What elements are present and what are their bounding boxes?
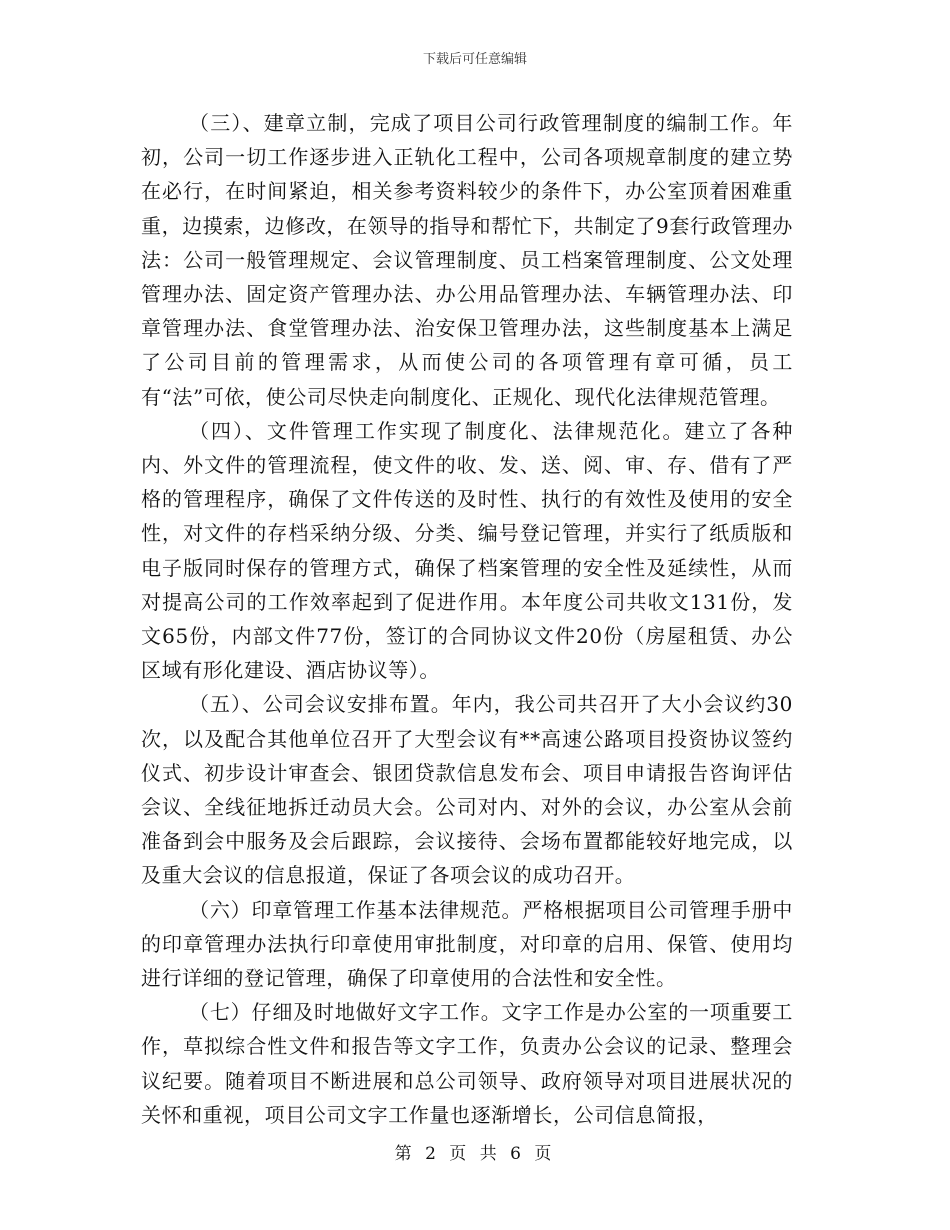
- document-body: [141, 106, 793, 1132]
- paragraph-section-5: （五）、公司会议安排布置。年内，我公司共召开了大小会议约30次，以及配合其他单位召开了大型会议有**高速公路项目投资协议签约仪式、初步设计审查会、银团贷款信息发布会、项目申请报告咨询评估会议、全线征地拆迁动员大会。公司对内、对外的会议，办公室从会前准备到会中服务及会后跟踪，会议接待、会场布置都能较好地完成，以及重大会议的信息报道，保证了各项会议的成功召开。: [141, 692, 793, 888]
- page-number-footer: 第 2 页 共 6 页: [394, 1144, 556, 1164]
- paragraph-section-4: （四）、文件管理工作实现了制度化、法律规范化。建立了各种内、外文件的管理流程，使文件的收、发、送、阅、审、存、借有了严格的管理程序，确保了文件传送的及时性、执行的有效性及使用的安全性，对文件的存档采纳分级、分类、编号登记管理，并实行了纸质版和电子版同时保存的管理方式，确保了档案管理的安全性及延续性，从而对提高公司的工作效率起到了促进作用。本年度公司共收文131份，发文65份，内部文件77份，签订的合同协议文件20份（房屋租赁、办公区域有形化建设、酒店协议等）。: [141, 418, 793, 683]
- paragraph-section-3: （三）、建章立制，完成了项目公司行政管理制度的编制工作。年初，公司一切工作逐步进入正轨化工程中，公司各项规章制度的建立势在必行，在时间紧迫，相关参考资料较少的条件下，办公室顶着困难重重，边摸索，边修改，在领导的指导和帮忙下，共制定了9套行政管理办法：公司一般管理规定、会议管理制度、员工档案管理制度、公文处理管理办法、固定资产管理办法、办公用品管理办法、车辆管理办法、印章管理办法、食堂管理办法、治安保卫管理办法，这些制度基本上满足了公司目前的管理需求，从而使公司的各项管理有章可循，员工有“法”可依，使公司尽快走向制度化、正规化、现代化法律规范管理。: [141, 111, 793, 409]
- page-header: 下载后可任意编辑: [422, 52, 527, 67]
- paragraph-section-6: （六）印章管理工作基本法律规范。严格根据项目公司管理手册中的印章管理办法执行印章使用审批制度，对印章的启用、保管、使用均进行详细的登记管理，确保了印章使用的合法性和安全性。: [141, 897, 793, 991]
- paragraph-section-7: （七）仔细及时地做好文字工作。文字工作是办公室的一项重要工作，草拟综合性文件和报告等文字工作，负责办公会议的记录、整理会议纪要。随着项目不断进展和总公司领导、政府领导对项目进展状况的关怀和重视，项目公司文字工作量也逐渐增长，公司信息简报，: [141, 1000, 793, 1127]
